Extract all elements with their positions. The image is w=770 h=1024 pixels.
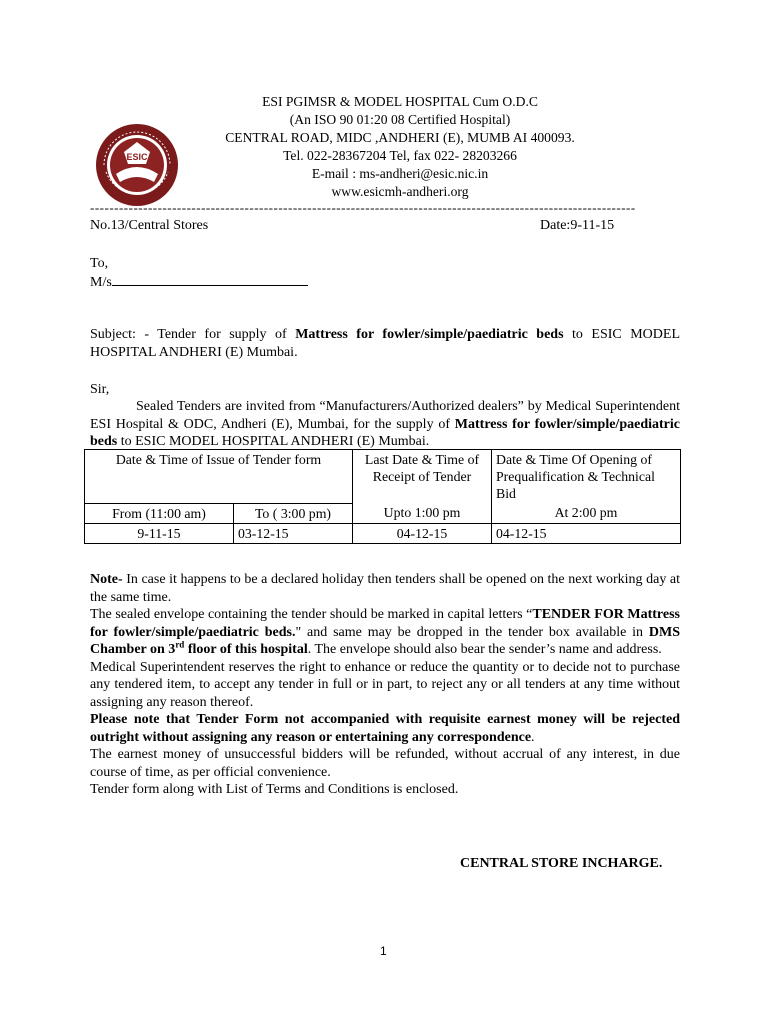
subject-line: Subject: - Tender for supply of Mattress for fowler/simple/paediatric beds to ESIC MODEL HOSPITAL ANDHERI (E) Mumbai.	[90, 327, 681, 360]
rights-clause: Medical Superintendent reserves the right to enhance or reduce the quantity or to decide not to purchase any tendered item, to accept any tender in full or in part, to reject any or all tenders at any time without assigning any reason thereof.	[90, 659, 680, 710]
ms-prefix: M/s	[90, 275, 112, 290]
intro-paragraph: Sealed Tenders are invited from “Manufacturers/Authorized dealers” by Medical Superintendent ESI Hospital & ODC, Andheri (E), Mumbai, for the supply of Mattress for fowler/simple/paediatric beds to ESIC MODEL HOSPITAL ANDHERI (E) Mumbai.	[90, 399, 680, 449]
issue-header: Date & Time of Issue of Tender form	[85, 450, 353, 504]
phone-fax: Tel. 022-28367204 Tel, fax 022- 28203266	[283, 148, 517, 163]
receipt-date: 04-12-15	[353, 523, 492, 543]
logo-text: ESIC	[126, 152, 148, 162]
opening-date: 04-12-15	[492, 523, 681, 543]
hospital-name: ESI PGIMSR & MODEL HOSPITAL Cum O.D.C	[262, 94, 538, 109]
to-date: 03-12-15	[234, 523, 353, 543]
receipt-time: Upto 1:00 pm	[353, 503, 492, 523]
signature-title: CENTRAL STORE INCHARGE.	[460, 856, 663, 871]
opening-header: Date & Time Of Opening of Prequalification & Technical Bid	[492, 450, 681, 504]
certification: (An ISO 90 01:20 08 Certified Hospital)	[289, 112, 511, 127]
enclosure-note: Tender form along with List of Terms and Conditions is enclosed.	[90, 782, 459, 797]
website: www.esicmh-andheri.org	[331, 184, 469, 199]
email: E-mail : ms-andheri@esic.nic.in	[311, 166, 489, 181]
notes-section	[90, 571, 680, 799]
table-row	[85, 503, 681, 523]
refund-clause: The earnest money of unsuccessful bidders will be refunded, without accrual of any interest, in due course of time, as per official convenience.	[90, 747, 680, 780]
letter-date: Date:9-11-15	[540, 218, 615, 233]
to-time: To ( 3:00 pm)	[234, 503, 353, 523]
earnest-money-warning: Please note that Tender Form not accompanied with requisite earnest money will be rejected outright without assigning any reason or entertaining any correspondence.	[90, 712, 680, 745]
address: CENTRAL ROAD, MIDC ,ANDHERI (E), MUMB AI 400093.	[225, 130, 575, 145]
letterhead	[150, 93, 650, 201]
envelope-instructions: The sealed envelope containing the tender should be marked in capital letters “TENDER FOR Mattress for fowler/simple/paediatric beds." and same may be dropped in the tender box available in DMS Chamber on 3rd floor of this hospital. The envelope should also bear the sender’s name and address.	[90, 607, 680, 657]
table-row	[85, 523, 681, 543]
to-label: To,	[90, 256, 109, 271]
tender-schedule-table	[84, 449, 681, 544]
from-date: 9-11-15	[85, 523, 234, 543]
addressee-blank-line	[112, 273, 308, 286]
page-number: 1	[380, 944, 387, 958]
table-row	[85, 450, 681, 504]
receipt-header: Last Date & Time of Receipt of Tender	[353, 450, 492, 504]
from-time: From (11:00 am)	[85, 503, 234, 523]
separator-rule: -----------------------------------------------------------------------------------------------------------------	[90, 200, 636, 215]
opening-time: At 2:00 pm	[492, 503, 681, 523]
addressee-block	[90, 255, 308, 292]
salutation: Sir,	[90, 382, 110, 397]
holiday-note: Note- In case it happens to be a declared holiday then tenders shall be opened on the next working day at the same time.	[90, 572, 680, 605]
reference-number: No.13/Central Stores	[90, 218, 209, 233]
